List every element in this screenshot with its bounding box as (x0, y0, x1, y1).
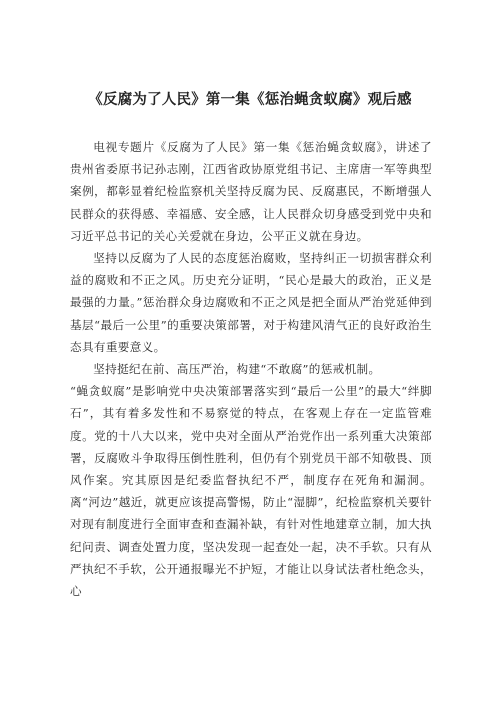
paragraph-4: “蝇贪蚁腐”是影响党中央决策部署落实到“最后一公里”的最大“绊脚石”，其有着多发性和不易察觉的特点，在客观上存在一定监管难度。党的十八大以来，党中央对全面从严治党作出一系列重大决策部署，反腐败斗争取得压倒性胜利，但仍有个别党员干部不知敬畏、顶风作案。究其原因是纪委监督执纪不严，制度存在死角和漏洞。离“河边”越近，就更应该提高警惕，防止“湿脚”，纪检监察机关要针对现有制度进行全面审查和查漏补缺，有针对性地建章立制，加大执纪问责、调查处置力度，坚决发现一起查处一起，决不手软。只有从严执纪不手软，公开通报曝光不护短，才能让以身试法者杜绝念头，心 (70, 384, 432, 599)
paragraph-3: 坚持挺纪在前、高压严治，构建“不敢腐”的惩戒机制。 (93, 362, 381, 377)
paragraph-1: 电视专题片《反腐为了人民》第一集《惩治蝇贪蚁腐》，讲述了贵州省委原书记孙志刚，江西省政协原党组书记、主席唐一军等典型案例，都彰显着纪检监察机关坚持反腐为民、反腐惠民，不断增强人民群众的获得感、幸福感、安全感，让人民群众切身感受到党中央和习近平总书记的关心关爱就在身边，公平正义就在身边。 (70, 140, 432, 243)
document-body (70, 136, 432, 602)
paragraph-2: 坚持以反腐为了人民的态度惩治腐败，坚持纠正一切损害群众利益的腐败和不正之风。历史充分证明，“民心是最大的政治，正义是最强的力量。”惩治群众身边腐败和不正之风是把全面从严治党延伸到基层“最后一公里”的重要决策部署，对于构建风清气正的良好政治生态具有重要意义。 (70, 251, 432, 354)
document-title: 《反腐为了人民》第一集《惩治蝇贪蚁腐》观后感 (88, 92, 412, 108)
